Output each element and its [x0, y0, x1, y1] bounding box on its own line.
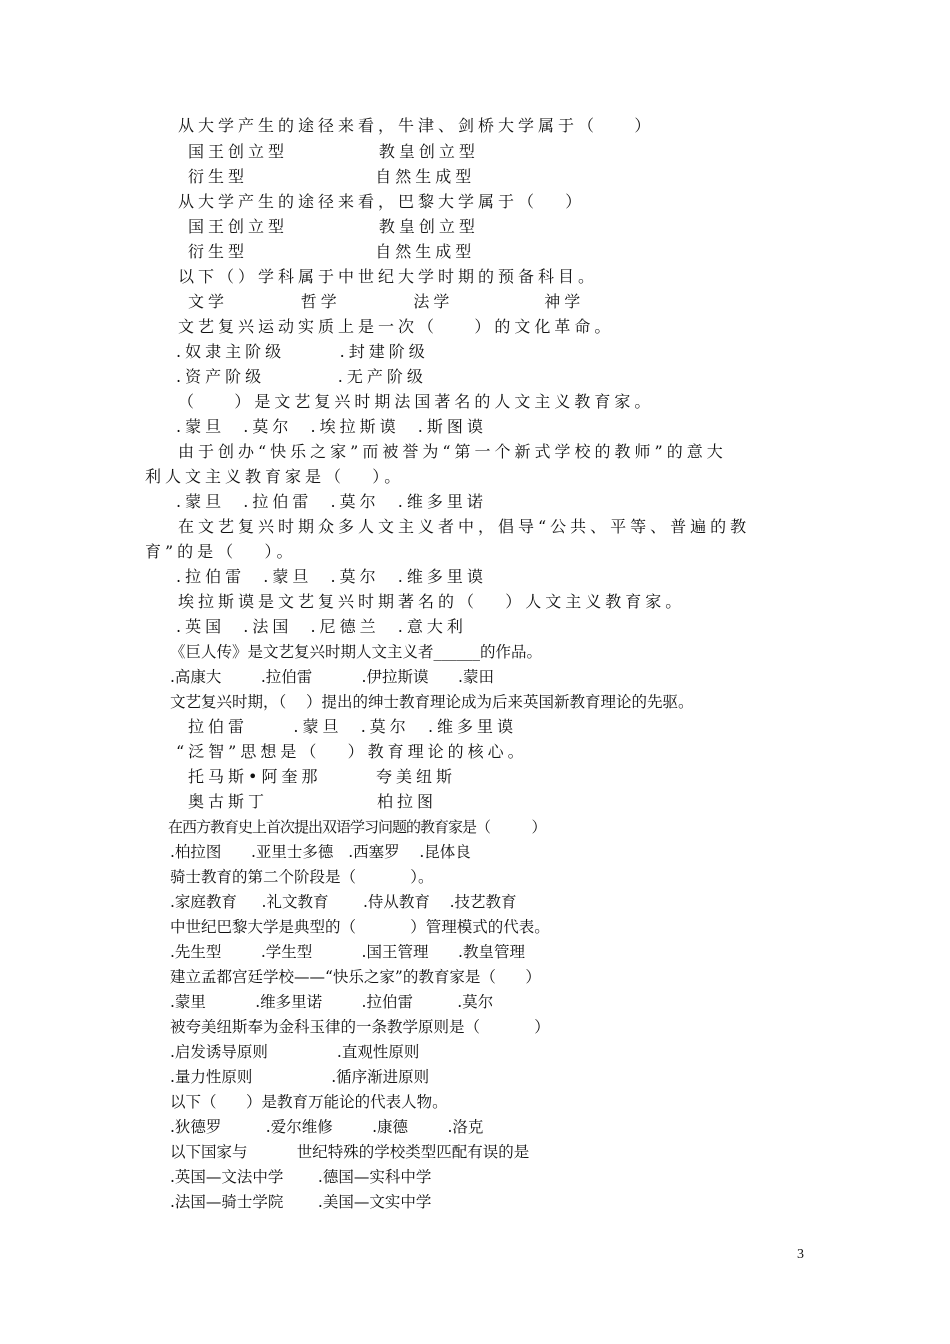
question-2-options-a: 国王创立型 教皇创立型 [188, 217, 479, 236]
question-1-stem: 从大学产生的途径来看，牛津、剑桥大学属于（ ） [178, 116, 655, 135]
question-2-options-b: 衍生型 自然生成型 [188, 242, 476, 261]
question-9-options: .高康大 .拉伯雷 .伊拉斯谟 .蒙田 [170, 668, 494, 686]
question-3-stem: 以下（）学科属于中世纪大学时期的预备科目。 [178, 267, 599, 286]
question-13-options: .家庭教育 .礼文教育 .侍从教育 .技艺教育 [170, 893, 517, 911]
question-5-stem: （ ）是文艺复兴时期法国著名的人文主义教育家。 [178, 392, 655, 411]
question-7-options: .拉伯雷 .蒙旦 .莫尔 .维多里谟 [176, 567, 487, 586]
question-1-options-a: 国王创立型 教皇创立型 [188, 142, 479, 161]
question-4-stem: 文艺复兴运动实质上是一次（ ）的文化革命。 [178, 317, 615, 336]
question-18-options-a: .英国—文法中学 .德国—实科中学 [170, 1168, 432, 1186]
question-6-options: .蒙旦 .拉伯雷 .莫尔 .维多里诺 [176, 492, 487, 511]
question-18-options-b: .法国—骑士学院 .美国—文实中学 [170, 1193, 432, 1211]
question-9-stem: 《巨人传》是文艺复兴时期人文主义者______的作品。 [170, 643, 543, 661]
question-15-options: .蒙里 .维多里诺 .拉伯雷 .莫尔 [170, 993, 494, 1011]
question-2-stem: 从大学产生的途径来看，巴黎大学属于（ ） [178, 192, 586, 211]
question-18-stem: 以下国家与 世纪特殊的学校类型匹配有误的是 [170, 1143, 530, 1161]
question-4-options-b: .资产阶级 .无产阶级 [176, 367, 427, 386]
question-17-options: .狄德罗 .爱尔维修 .康德 .洛克 [170, 1118, 484, 1136]
question-14-stem: 中世纪巴黎大学是典型的（ ）管理模式的代表。 [170, 918, 550, 936]
question-6-stem-line2: 利人文主义教育家是（ ）。 [145, 467, 405, 486]
question-3-options: 文学 哲学 法学 神学 [188, 292, 585, 311]
question-17-stem: 以下（ ）是教育万能论的代表人物。 [170, 1093, 448, 1111]
question-11-options-a: 托马斯•阿奎那 夸美纽斯 [188, 767, 456, 786]
question-7-stem-line1: 在文艺复兴时期众多人文主义者中，倡导“公共、平等、普遍的教 [178, 517, 751, 536]
question-15-stem: 建立孟都宫廷学校——“快乐之家”的教育家是（ ） [170, 968, 541, 986]
page-number: 3 [797, 1247, 804, 1262]
question-16-options-a: .启发诱导原则 .直观性原则 [170, 1043, 420, 1061]
question-8-options: .英国 .法国 .尼德兰 .意大利 [176, 617, 467, 636]
question-5-options: .蒙旦 .莫尔 .埃拉斯谟 .斯图谟 [176, 417, 487, 436]
question-14-options: .先生型 .学生型 .国王管理 .教皇管理 [170, 943, 525, 961]
question-16-stem: 被夸美纽斯奉为金科玉律的一条教学原则是（ ） [170, 1018, 550, 1036]
question-12-stem: 在西方教育史上首次提出双语学习问题的教育家是（ ） [168, 818, 546, 836]
question-7-stem-line2: 育”的是（ ）。 [145, 542, 297, 561]
question-4-options-a: .奴隶主阶级 .封建阶级 [176, 342, 429, 361]
question-10-options: 拉伯雷 .蒙旦 .莫尔 .维多里谟 [188, 717, 518, 736]
question-8-stem: 埃拉斯谟是文艺复兴时期著名的（ ）人文主义教育家。 [178, 592, 686, 611]
question-11-options-b: 奥古斯丁 柏拉图 [188, 792, 438, 811]
question-1-options-b: 衍生型 自然生成型 [188, 167, 476, 186]
question-13-stem: 骑士教育的第二个阶段是（ ）。 [170, 868, 434, 886]
question-10-stem: 文艺复兴时期，（ ）提出的绅士教育理论成为后来英国新教育理论的先驱。 [170, 693, 694, 711]
question-16-options-b: .量力性原则 .循序渐进原则 [170, 1068, 430, 1086]
question-6-stem-line1: 由于创办“快乐之家”而被誉为“第一个新式学校的教师”的意大 [178, 442, 727, 461]
question-11-stem: “泛智”思想是（ ）教育理论的核心。 [176, 742, 528, 761]
question-12-options: .柏拉图 .亚里士多德 .西塞罗 .昆体良 [170, 843, 471, 861]
